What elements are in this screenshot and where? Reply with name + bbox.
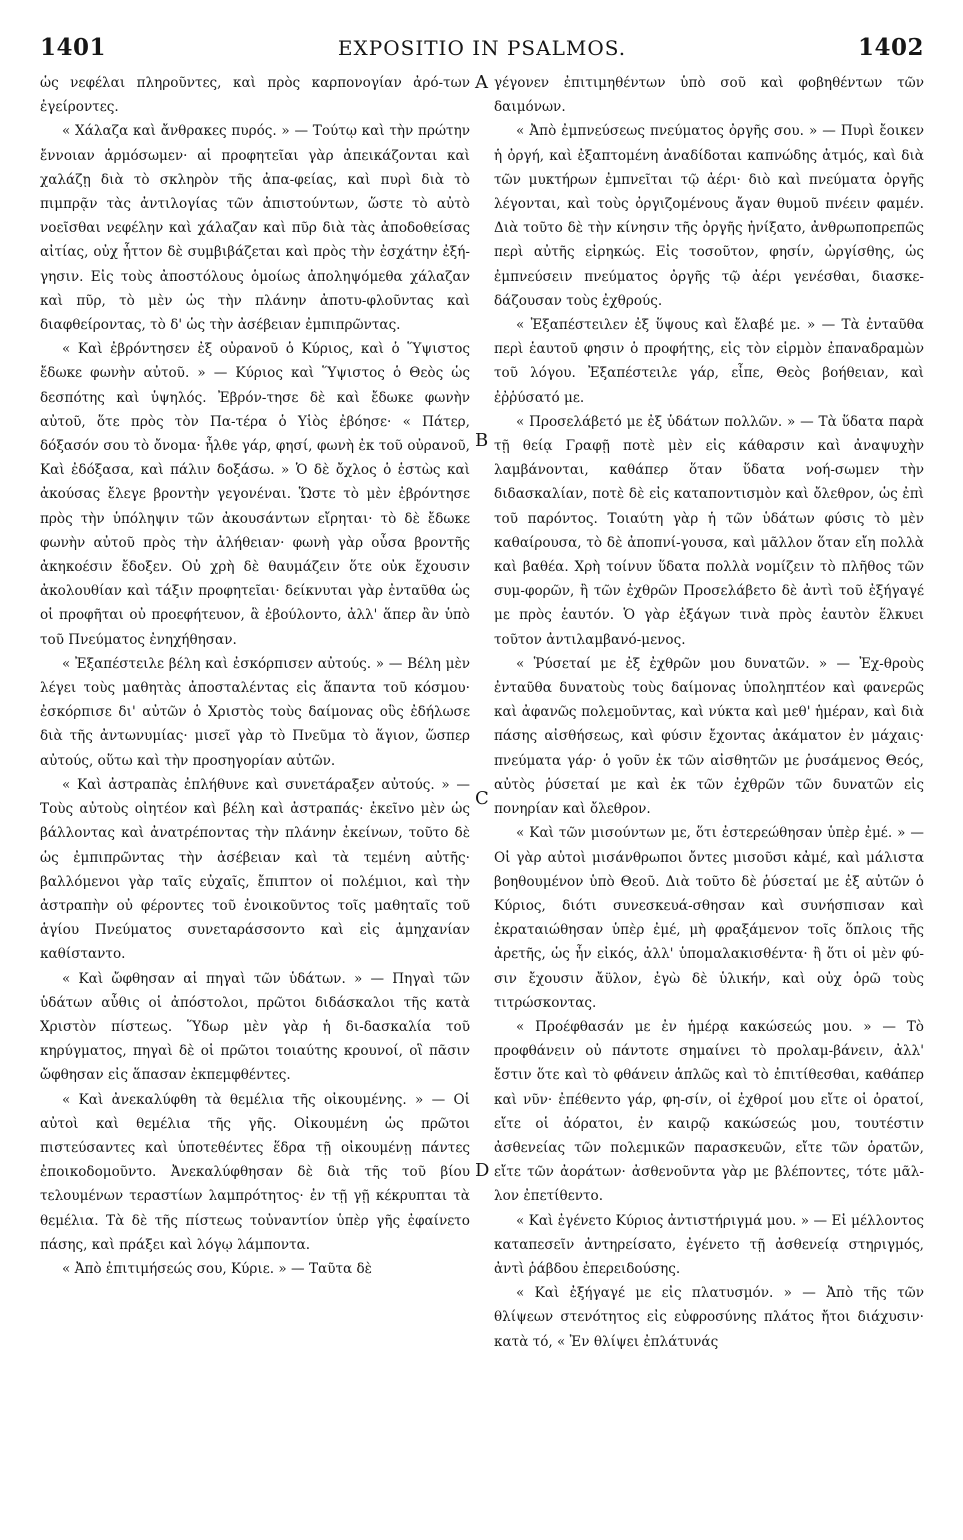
paragraph: γέγονεν ἐπιτιμηθέντων ὑπὸ σοῦ καὶ φοβηθέντων τῶν δαιμόνων. [494,75,924,116]
paragraph: « Καὶ τῶν μισούντων με, ὅτι ἐστερεώθησαν ὑπὲρ ἐμέ. » — Οἱ γὰρ αὐτοὶ μισάνθρωποι ὄντες μισοῦσι κἀμέ, καὶ μάλιστα βοηθουμένον ὑπὸ Θεοῦ. Διὰ τοῦτο δὲ ῥύσεταί με ἐξ αὐτῶν ὁ Κύριος, διότι συνεσκευά-σθησαν καὶ συνήσπισαν καὶ ἐκραταιώθησαν ὑπὲρ ἐμέ, μὴ φραξάμενον τοῖς ὅπλοις τῆς ἀρετῆς, ὡς ἦν εἰκός, ἀλλ' ὑπομαλακισθέντα· ἢ ὅτι οἱ μὲν φύ-σιν ἔχουσιν ἄϋλον, ἐγὼ δὲ ὑλικήν, καὶ οὐχ ὁρῶ τοὺς τιτρώσκοντας. [494,825,924,1011]
paragraph: « Ἐξαπέστειλε βέλη καὶ ἐσκόρπισεν αὐτούς. » — Βέλη μὲν λέγει τοὺς μαθητὰς ἀποσταλέντας εἰς ἅπαντα τοῦ κόσμου· ἐσκόρπισε δι' αὐτῶν ὁ Χριστὸς τοὺς δαίμονας οὓς ἐδήλωσε διὰ τῆς ἀντωνυμίας· μισεῖ γὰρ τὸ Πνεῦμα τὸ ἅγιον, ὥσπερ αὐτούς, οὕτω καὶ τὴν προσηγορίαν αὐτῶν. [40,655,470,769]
margin-mark-b: B [475,430,489,451]
right-page-number: 1402 [857,34,924,61]
paragraph: « Προσελάβετό με ἐξ ὑδάτων πολλῶν. » — Τὰ ὕδατα παρὰ τῇ θείᾳ Γραφῇ ποτὲ μὲν εἰς κάθαρσιν καὶ ἀναψυχὴν λαμβάνονται, καθάπερ ὅταν ὕδατα νοή-σωμεν τὴν διδασκαλίαν, ποτὲ δὲ εἰς καταποντισμὸν καὶ ὄλεθρον, ὡς ἐπὶ τοῦ παρόντος. Τοιαύτη γὰρ ἡ τῶν ὑδάτων φύσις τὸ μὲν καθαίρουσα, τὸ δὲ ἀποπνί-γουσα, καὶ μᾶλλον ὅταν εἴη πολλὰ καὶ βαθέα. Χρὴ τοίνυν ὕδατα πολλὰ νομίζειν τὸ πλῆθος τῶν συμ-φορῶν, ἢ τῶν ἐχθρῶν Προσελάβετο δὲ ἀντὶ τοῦ ἐξήγαγέ με πρὸς ἑαυτόν. Ὁ γὰρ ἐξάγων τινὰ πρὸς ἑαυτὸν ἕλκυει τοῦτον ἀντιλαμβανό-μενος. [494,413,924,648]
paragraph: ὡς νεφέλαι πληροῦντες, καὶ πρὸς καρπονογίαν ἀρό-των ἐγείροντες. [40,75,470,116]
page-header [40,34,924,64]
paragraph: « Καὶ ἐγένετο Κύριος ἀντιστήριγμά μου. » — Εἰ μέλλοντος καταπεσεῖν ἀντηρείσατο, ἐγένετο τῇ ἀσθενείᾳ στηριγμός, ἀντὶ ῥάβδου ἐπερειδούσης. [494,1212,924,1277]
margin-mark-a: A [475,72,488,93]
paragraph: « Καὶ ἀστραπὰς ἐπλήθυνε καὶ συνετάραξεν αὐτούς. » — Τοὺς αὐτοὺς οἰητέον καὶ βέλη καὶ ἀστραπάς· ἐκεῖνο μὲν ὡς βάλλοντας καὶ ἀνατρέποντας τὴν πλάνην ἐκείνων, τοῦτο δὲ ὡς ἐμπιπρῶντας τὴν ἀσέβειαν καὶ τὰ τεμένη αὐτῆς· βαλλόμενοι γὰρ ταῖς εὐχαῖς, ἔπιπτον οἱ πολέμιοι, καὶ τὴν ἀστραπὴν οὐ φέροντες τοῦ ἐνοικοῦντος τοῖς μαθηταῖς τοῦ ἁγίου Πνεύματος συνεταράσσοντο καὶ εἰς ἀμηχανίαν καθίσταντο. [40,776,470,963]
paragraph: « Προέφθασάν με ἐν ἡμέρᾳ κακώσεώς μου. » — Τὸ προφθάνειν οὐ πάντοτε σημαίνει τὸ προλαμ-βάνειν, ἀλλ' ἔστιν ὅτε καὶ τὸ φθάνειν ἁπλῶς καὶ τὸ ἐπιτίθεσθαι, καθάπερ καὶ νῦν· ἐπέθεντο γάρ, φη-σίν, οἱ ἐχθροί μου εἴτε οἱ ὁρατοί, εἴτε οἱ ἀόρατοι, ἐν καιρῷ κακώσεώς μου, τουτέστιν ἀσθενείας τῶν πολεμικῶν παρασκευῶν, εἴτε τῶν ὁρατῶν, εἴτε τῶν ἀοράτων· ἀσθενοῦντα γὰρ με βλέποντες, τότε μᾶλ-λον ἐπετίθεντο. [494,1018,924,1205]
left-page-number: 1401 [40,34,107,61]
paragraph: « Καὶ ἀνεκαλύφθη τὰ θεμέλια τῆς οἰκουμένης. » — Οἱ αὐτοὶ καὶ θεμέλια τῆς γῆς. Οἰκουμένη ὡς πρῶτοι πιστεύσαντες καὶ ὑποτεθέντες ἕδρα τῇ οἰκουμένῃ πάντες ἐποικοδομοῦντο. Ἀνεκαλύφθησαν δὲ διὰ τῆς τοῦ βίου τελουμένων τεραστίων λαμπρότητος· ἐν τῇ γῇ κέκρυπται τὰ θεμέλια. Τὰ δὲ τῆς πίστεως τοὐναντίον ὑπὲρ γῆς ἐφαίνετο πάσης, καὶ πράξει καὶ λόγῳ λάμποντα. [40,1091,470,1253]
paragraph: « Καὶ ὤφθησαν αἱ πηγαὶ τῶν ὑδάτων. » — Πηγαὶ τῶν ὑδάτων αὖθις οἱ ἀπόστολοι, πρῶτοι διδάσκαλοι τῆς κατὰ Χριστὸν πίστεως. Ὕδωρ μὲν γὰρ ἡ δι-δασκαλία τοῦ κηρύγματος, πηγαὶ δὲ οἱ πρῶτοι τοιαύτης κρουνοί, οἳ πᾶσιν ὤφθησαν εἰς ἅπασαν ἐκπεμφθέντες. [40,970,470,1084]
paragraph: « Ἐξαπέστειλεν ἐξ ὕψους καὶ ἔλαβέ με. » — Τὰ ἐνταῦθα περὶ ἑαυτοῦ φησιν ὁ προφήτης, εἰς τὸν εἱρμὸν ἐπαναδραμὼν τοῦ λόγου. Ἐξαπέστειλε γάρ, εἶπε, Θεὸς βοήθειαν, καὶ ἐῤῥύσατό με. [494,317,924,406]
paragraph: « Ἀπὸ ἐμπνεύσεως πνεύματος ὀργῆς σου. » — Πυρὶ ἔοικεν ἡ ὀργή, καὶ ἐξαπτομένη ἀναδίδοται καπνώδης ἀτμός, καὶ διὰ τῶν μυκτήρων ἐμπνεῖται τῷ ἀέρι· διὸ καὶ πνεύματα ὀργῆς λέγονται, καὶ τοὺς ὀργιζομένους ἄγαν θυμοῦ πνέειν φαμέν. Διὰ τοῦτο δὲ τὴν κίνησιν τῆς ὀργῆς ἠνίξατο, ἀνθρωποπρεπῶς περὶ αὐτῆς εἰρηκώς. Εἰς τοσοῦτον, φησίν, ὠργίσθης, ὡς ἐμπνεύσειν πνεύματος ὀργῆς τῷ ἀέρι γενέσθαι, διασκε-δάζουσαν τοὺς ἐχθρούς. [494,123,924,309]
left-column [40,71,470,1281]
margin-mark-c: C [475,788,489,809]
margin-mark-d: D [475,1160,490,1181]
paragraph: « Χάλαζα καὶ ἄνθρακες πυρός. » — Τούτῳ καὶ τὴν πρώτην ἔννοιαν ἁρμόσωμεν· αἱ προφητεῖαι γὰρ ἀπεικάζονται καὶ χαλάζῃ διὰ τὸ σκληρὸν τῆς ἀπα-φείας, καὶ πυρὶ διὰ τὸ πιμπρᾷν τὰς ἀντιλογίας τῶν ἀπιστούντων, ὥστε τὸ αὐτὸ νοεῖσθαι νεφέλην καὶ χάλαζαν καὶ πῦρ διὰ τὰς ἀποδοθείσας αἰτίας, οὐχ ἧττον δὲ συμβιβάζεται καὶ πρὸς τὴν ἐσχάτην ἐξή-γησιν. Εἰς τοὺς ἀποστόλους ὁμοίως ἀποληψόμεθα χάλαζαν καὶ πῦρ, τὸ μὲν ὡς τὴν πλάνην ἀποτυ-φλοῦντας καὶ διαφθείροντας, τὸ δ' ὡς τὴν ἀσέβειαν ἐμπιπρῶντας. [40,123,470,334]
running-title: EXPOSITIO IN PSALMOS. [337,36,627,60]
paragraph: « Καὶ ἐβρόντησεν ἐξ οὐρανοῦ ὁ Κύριος, καὶ ὁ Ὕψιστος ἔδωκε φωνὴν αὐτοῦ. » — Κύριος καὶ Ὕψιστος ὁ Θεὸς ὡς δεσπότης καὶ ὑψηλός. Ἐβρόν-τησε δὲ καὶ ἔδωκε φωνὴν αὐτοῦ, ὅτε πρὸς τὸν Πα-τέρα ὁ Υἱὸς ἐβόησε· « Πάτερ, δόξασόν σου τὸ ὄνομα· ἦλθε γάρ, φησί, φωνὴ ἐκ τοῦ οὐρανοῦ, Καὶ ἐδόξασα, καὶ πάλιν δοξάσω. » Ὁ δὲ ὄχλος ὁ ἑστὼς καὶ ἀκούσας ἔλεγε βροντὴν γεγονέναι. Ὥστε τὸ μὲν ἐβρόντησε πρὸς τὴν ὑπόληψιν τῶν ἀκουσάντων εἴρηται· τὸ δὲ ἔδωκε φωνὴν αὐτοῦ πρὸς τὴν ἀλήθειαν· φωνὴ γὰρ οὖσα βροντῆς ἀκηκοέσιν ἔδοξεν. Οὐ χρὴ δὲ θαυμάζειν ὅτε οὐκ ἔχουσιν ἀκολουθίαν καὶ τάξιν προφητεῖαι· δείκνυται γὰρ ἐνταῦθα ὡς οἱ προφῆται οὐ προεφήτευον, ἃ ἐβούλοντο, ἀλλ' ἅπερ ἂν ὑπὸ τοῦ Πνεύματος ἐνηχήθησαν. [40,341,470,648]
paragraph: « Ῥύσεταί με ἐξ ἐχθρῶν μου δυνατῶν. » — Ἐχ-θροὺς ἐνταῦθα δυνατοὺς τοὺς δαίμονας ὑποληπτέον καὶ φανερῶς καὶ ἀφανῶς πολεμοῦντας, καὶ νύκτα καὶ μεθ' ἡμέραν, καὶ διὰ πάσης αἰσθήσεως, καὶ φύσιν ἔχοντας ἀκάματον ἐν μάχαις· πνεύματα γάρ· ὁ γοῦν ἐκ τῶν αἰσθητῶν με ῥυσάμενος Θεός, αὐτὸς ῥύσεταί με καὶ ἐκ τῶν ἐχθρῶν τῶν δυνατῶν εἰς πονηρίαν καὶ ὄλεθρον. [494,655,924,818]
paragraph: « Ἀπὸ ἐπιτιμήσεώς σου, Κύριε. » — Ταῦτα δὲ [62,1260,372,1277]
right-column [494,71,924,1354]
paragraph: « Καὶ ἐξήγαγέ με εἰς πλατυσμόν. » — Ἀπὸ τῆς τῶν θλίψεων στενότητος εἰς εὐφροσύνης πλάτος ἤτοι διάχυσιν· κατὰ τό, « Ἐν θλίψει ἐπλάτυνάς [494,1285,924,1350]
